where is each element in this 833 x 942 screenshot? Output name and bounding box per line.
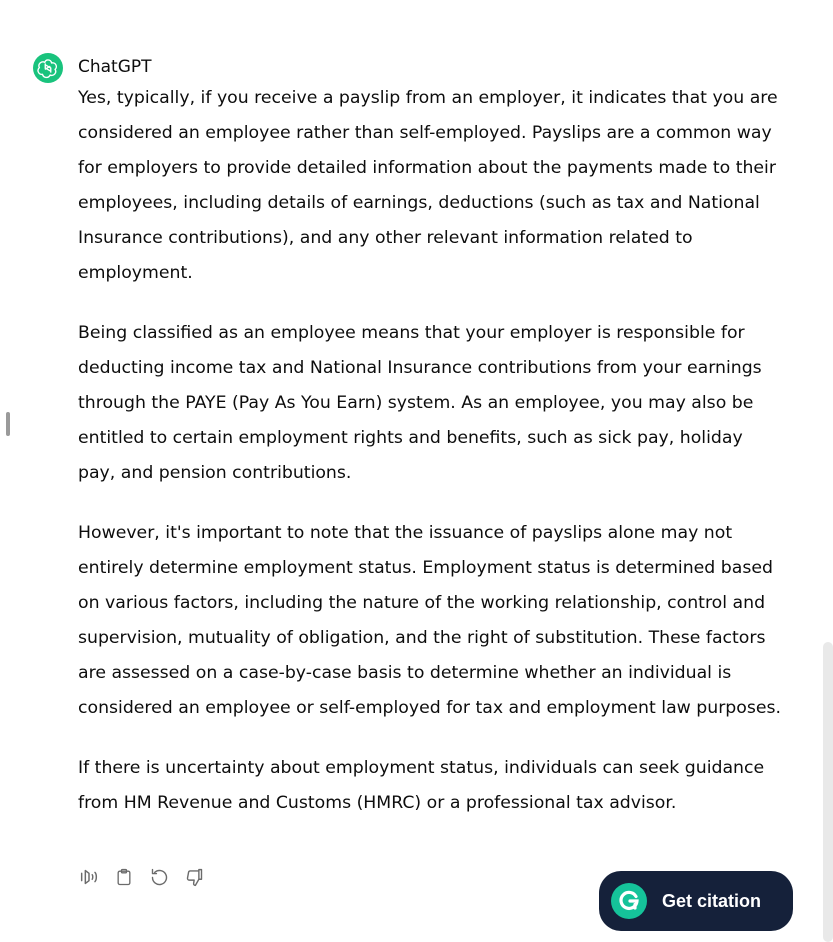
get-citation-label: Get citation [662, 890, 762, 911]
grammarly-g-icon [616, 888, 642, 914]
chatgpt-avatar [33, 53, 63, 83]
thumbs-down-icon [184, 867, 205, 888]
read-aloud-button[interactable] [78, 865, 100, 889]
copy-button[interactable] [113, 865, 135, 889]
message-paragraph-1: Yes, typically, if you receive a payslip from an employer, it indicates that you are considered an employee rather than self-employed. Payslips are a common way for employers to provide detailed information about the payments made to their employees, including details of earnings, deductions (such as tax and National Insurance contributions), and any other relevant information related to employment. [78, 88, 778, 283]
copy-icon [114, 866, 134, 888]
message-actions [78, 865, 205, 889]
assistant-message [78, 81, 783, 821]
regenerate-button[interactable] [148, 865, 170, 889]
openai-logo-icon [37, 57, 59, 79]
grammarly-logo-icon [611, 883, 647, 919]
regenerate-icon [149, 867, 170, 888]
message-paragraph-4: If there is uncertainty about employment status, individuals can seek guidance from HM Revenue and Customs (HMRC) or a professional tax advisor. [78, 758, 765, 813]
get-citation-button[interactable] [599, 871, 793, 931]
read-aloud-icon [78, 866, 100, 888]
message-paragraph-2: Being classified as an employee means that your employer is responsible for deducting income tax and National Insurance contributions from your earnings through the PAYE (Pay As You Earn) system. As an employee, you may also be entitled to certain employment rights and benefits, such as sick pay, holiday pay, and pension contributions. [78, 323, 762, 483]
sidebar-resize-handle[interactable] [6, 412, 10, 436]
assistant-name: ChatGPT [78, 57, 152, 77]
scrollbar-thumb[interactable] [823, 642, 833, 942]
message-paragraph-3: However, it's important to note that the issuance of payslips alone may not entirely determine employment status. Employment status is determined based on various factors, including the nature of the working relationship, control and supervision, mutuality of obligation, and the right of substitution. These factors are assessed on a case-by-case basis to determine whether an individual is considered an employee or self-employed for tax and employment law purposes. [78, 523, 781, 718]
thumbs-down-button[interactable] [183, 865, 205, 889]
